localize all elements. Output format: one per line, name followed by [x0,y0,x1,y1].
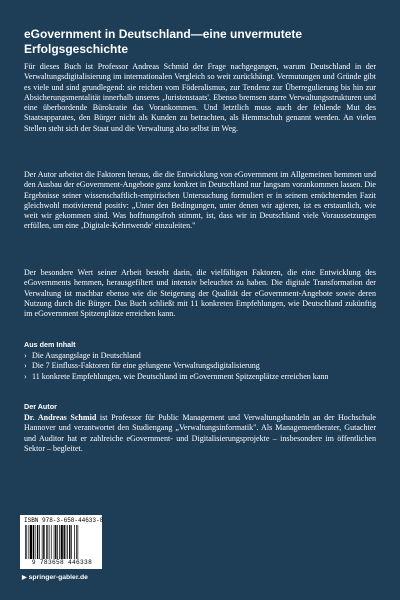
author-bio [24,413,376,454]
isbn-barcode [20,515,102,569]
blurb-paragraph-1: Für dieses Buch ist Professor Andreas Schmid der Frage nachgegangen, warum Deutschland in der Verwaltungsdigitalisierung im internationalen Vergleich so weit zurückhängt. Vermutungen und Gründe gibt es viele und sind grundlegend: sie reichen vom Föderalismus, zur Tendenz zur Überregulierung bis hin zur Absicherungsmentalität innerhalb unseres ‚Juristenstaats'. Ebenso bremsen starre Verwaltungsstrukturen und eine überbordende Bürokratie das Vorankommen. Und letztlich muss auch der fehlende Mut des Staatsapparates, den Bürger nicht als Kunden zu betrachten, als Hemmschuh genannt werden. An vielen Stellen steht sich der Staat und die Verwaltung also selbst im Weg. [24,62,376,133]
isbn-number: ISBN 978-3-658-44633-8 [24,517,104,524]
blurb-paragraph-3: Der besondere Wert seiner Arbeit besteht darin, die vielfältigen Faktoren, die eine Entwicklung des eGovernments hemmen, herausgefiltert und intensiv beleuchtet zu haben. Die digitale Transformation der Verwaltung ist machbar ebenso wie die Steigerung der Qualität der eGovernment-Angebote sowie deren Nutzung durch die Bürger. Das Buch schließt mit 11 konkreten Empfehlungen, wie Deutschland zukünftig im eGovernment Spitzenplätze erreichen kann. [24,268,376,319]
book-blurb-title: eGovernment in Deutschland—eine unvermutete Erfolgsgeschichte [24,27,303,56]
author-name: Dr. Andreas Schmid [24,413,97,422]
author-bio-text: ist Professor für Public Management und Verwaltungshandeln an der Hochschule Hannover und verantwortet den Studiengang „Verwaltungsinformatik". Als Managementberater, Gutachter und Auditor hat er zahlreiche eGovernment- und Digitalisierungsprojekte – insbesondere im öffentlichen Sektor – begleitet. [24,413,376,453]
website-text: springer-gabler.de [28,574,88,581]
publisher-website[interactable] [22,573,88,583]
list-item: › Die Ausgangslage in Deutschland [24,351,376,361]
arrow-right-icon: ▶ [22,575,27,581]
ean-digits: 9 783658 446338 [31,559,93,566]
contents-list [24,351,376,382]
blurb-paragraph-2: Der Autor arbeitet die Faktoren heraus, die die Entwicklung von eGovernment im Allgemeinen hemmen und den Ausbau der eGovernment-Angebote ganz konkret in Deutschland nur langsam vorankommen lassen. Die Ergebnisse seiner wissenschaftlich-empirischen Untersuchung formuliert er in seinem ernüchternden Fazit gleichwohl motivierend positiv: „Unter den Bedingungen, unter denen wir agieren, ist es erstaunlich, wie weit wir gekommen sind. Was hoffnungsfroh stimmt, ist, dass wir in Deutschland viele Voraussetzungen erfüllen, um eine ‚Digitale-Kehrtwende' einzuleiten." [24,170,376,231]
author-heading: Der Autor [24,402,57,411]
contents-heading: Aus dem Inhalt [24,340,76,349]
list-item: › 11 konkrete Empfehlungen, wie Deutschland im eGovernment Spitzenplätze erreichen kann [24,372,376,382]
barcode-bars-icon [24,525,100,559]
list-item: › Die 7 Einfluss-Faktoren für eine gelungene Verwaltungsdigitalisierung [24,361,376,371]
